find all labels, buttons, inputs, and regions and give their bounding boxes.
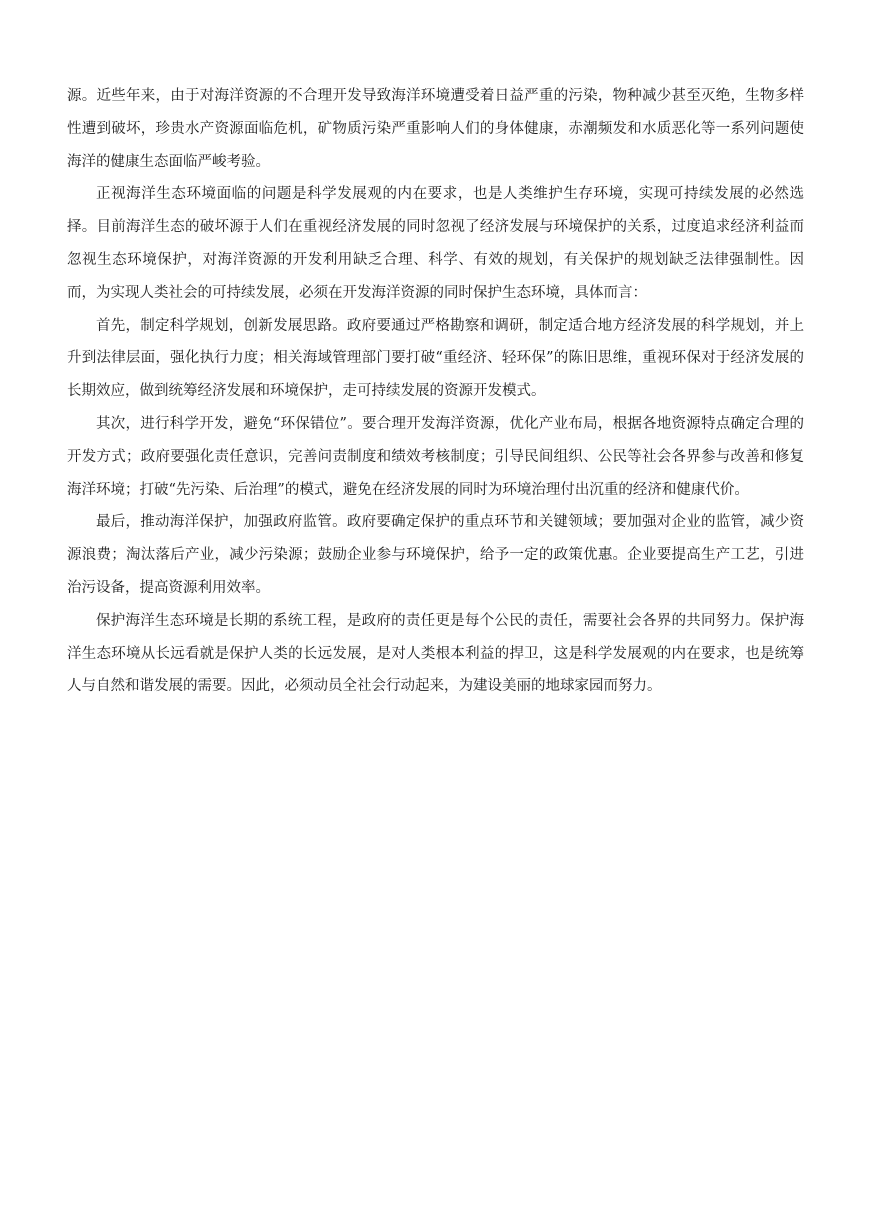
paragraph-third-measure: 最后，推动海洋保护，加强政府监管。政府要确定保护的重点环节和关键领域；要加强对企业的监管，减少资源浪费；淘汰落后产业，减少污染源；鼓励企业参与环境保护，给予一定的政策优惠。企业要提高生产工艺，引进治污设备，提高资源利用效率。 [67,514,804,596]
paragraph-second-measure: 其次，进行科学开发，避免“环保错位”。要合理开发海洋资源，优化产业布局，根据各地资源特点确定合理的开发方式；政府要强化责任意识，完善问责制度和绩效考核制度；引导民间组织、公民等社会各界参与改善和修复海洋环境；打破“先污染、后治理”的模式，避免在经济发展的同时为环境治理付出沉重的经济和健康代价。 [67,415,804,498]
document-body [67,80,804,703]
paragraph-problem-statement: 正视海洋生态环境面临的问题是科学发展观的内在要求，也是人类维护生存环境，实现可持续发展的必然选择。目前海洋生态的破坏源于人们在重视经济发展的同时忽视了经济发展与环境保护的关系，过度追求经济利益而忽视生态环境保护，对海洋资源的开发利用缺乏合理、科学、有效的规划，有关保护的规划缺乏法律强制性。因而，为实现人类社会的可持续发展，必须在开发海洋资源的同时保护生态环境，具体而言： [67,186,804,301]
paragraph-first-measure: 首先，制定科学规划，创新发展思路。政府要通过严格勘察和调研，制定适合地方经济发展的科学规划，并上升到法律层面，强化执行力度；相关海域管理部门要打破“重经济、轻环保”的陈旧思维，重视环保对于经济发展的长期效应，做到统筹经济发展和环境保护，走可持续发展的资源开发模式。 [67,317,804,400]
paragraph-conclusion: 保护海洋生态环境是长期的系统工程，是政府的责任更是每个公民的责任，需要社会各界的共同努力。保护海洋生态环境从长远看就是保护人类的长远发展，是对人类根本利益的捍卫，这是科学发展观的内在要求，也是统筹人与自然和谐发展的需要。因此，必须动员全社会行动起来，为建设美丽的地球家园而努力。 [67,612,804,695]
paragraph-continuation: 源。近些年来，由于对海洋资源的不合理开发导致海洋环境遭受着日益严重的污染，物种减少甚至灭绝，生物多样性遭到破坏，珍贵水产资源面临危机，矿物质污染严重影响人们的身体健康，赤潮频发和水质恶化等一系列问题使海洋的健康生态面临严峻考验。 [67,88,804,170]
